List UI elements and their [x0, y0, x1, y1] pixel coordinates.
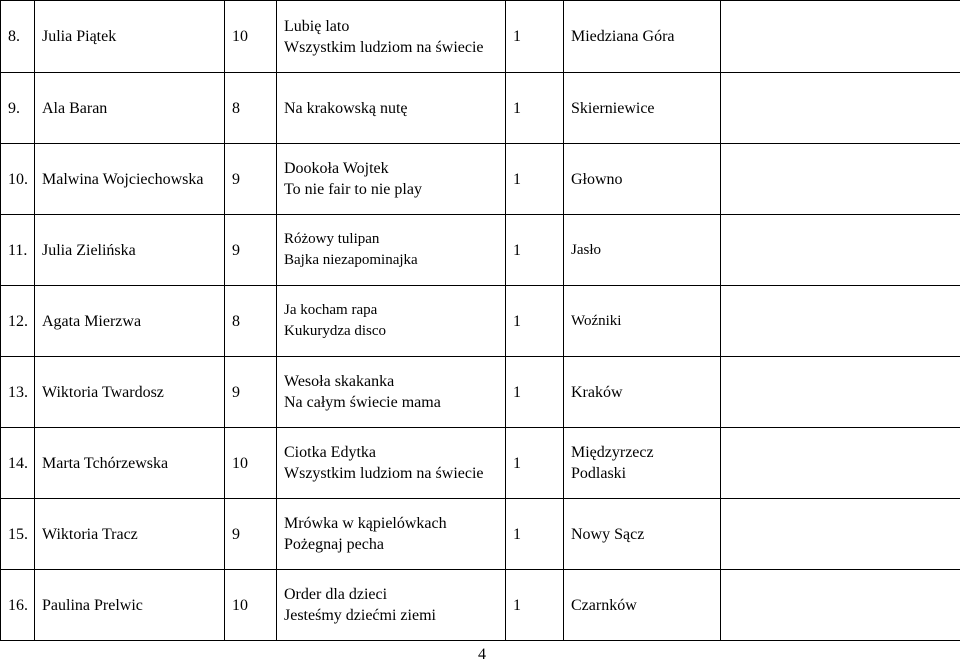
song-title: Ciotka Edytka [284, 444, 376, 461]
song-count: 1 [506, 144, 564, 215]
hometown-line: Podlaski [571, 465, 627, 482]
table-row [1, 144, 960, 215]
hometown [564, 570, 721, 641]
hometown [564, 286, 721, 357]
participant-name: Paulina Prelwic [35, 570, 225, 641]
participant-name: Wiktoria Twardosz [35, 357, 225, 428]
empty-cell [721, 1, 960, 73]
hometown-line: Czarnków [571, 596, 637, 614]
song-title: Order dla dzieci [284, 586, 388, 603]
song-title: Wszystkim ludziom na świecie [284, 38, 484, 56]
song-title: To nie fair to nie play [284, 181, 422, 198]
song-count: 1 [506, 73, 564, 144]
participant-name: Malwina Wojciechowska [35, 144, 225, 215]
song-title: Pożegnaj pecha [284, 536, 384, 553]
empty-cell [721, 570, 960, 641]
empty-cell [721, 144, 960, 215]
table-row [1, 428, 960, 499]
table-row [1, 499, 960, 570]
hometown [564, 1, 721, 73]
table-row [1, 357, 960, 428]
song-titles [277, 357, 506, 428]
hometown-line: Miedziana Góra [571, 28, 675, 45]
song-titles [277, 1, 506, 73]
song-count: 1 [506, 570, 564, 641]
song-title: Na krakowską nutę [284, 99, 408, 117]
song-title: Bajka niezapominajka [284, 252, 418, 268]
table-row [1, 215, 960, 286]
row-number: 14. [1, 428, 35, 499]
row-number: 16. [1, 570, 35, 641]
row-number: 9. [1, 73, 35, 144]
song-count: 1 [506, 499, 564, 570]
page-number: 4 [478, 646, 486, 663]
participant-age: 8 [225, 73, 277, 144]
participant-name: Marta Tchórzewska [35, 428, 225, 499]
empty-cell [721, 499, 960, 570]
empty-cell [721, 73, 960, 144]
song-title: Na całym świecie mama [284, 394, 441, 411]
song-title: Wesoła skakanka [284, 373, 395, 390]
hometown-line: Kraków [571, 383, 623, 401]
participant-age: 9 [225, 215, 277, 286]
song-count: 1 [506, 357, 564, 428]
empty-cell [721, 286, 960, 357]
participant-age: 10 [225, 428, 277, 499]
song-titles [277, 570, 506, 641]
song-title: Różowy tulipan [284, 231, 380, 247]
participant-age: 10 [225, 570, 277, 641]
song-title: Dookoła Wojtek [284, 160, 389, 177]
participant-age: 9 [225, 144, 277, 215]
hometown-line: Skierniewice [571, 99, 655, 117]
hometown [564, 499, 721, 570]
table-row [1, 73, 960, 144]
song-count: 1 [506, 1, 564, 73]
row-number: 10. [1, 144, 35, 215]
participant-name: Agata Mierzwa [35, 286, 225, 357]
row-number: 12. [1, 286, 35, 357]
hometown-line: Woźniki [571, 312, 622, 329]
table-row [1, 570, 960, 641]
empty-cell [721, 215, 960, 286]
hometown [564, 144, 721, 215]
song-title: Ja kocham rapa [284, 302, 378, 318]
row-number: 13. [1, 357, 35, 428]
participant-age: 8 [225, 286, 277, 357]
participant-name: Julia Zielińska [35, 215, 225, 286]
participant-name: Julia Piątek [35, 1, 225, 73]
song-title: Kukurydza disco [284, 323, 387, 339]
song-count: 1 [506, 286, 564, 357]
hometown-line: Międzyrzecz [571, 444, 654, 461]
table-row [1, 286, 960, 357]
participant-age: 10 [225, 1, 277, 73]
hometown [564, 357, 721, 428]
song-count: 1 [506, 428, 564, 499]
song-titles [277, 215, 506, 286]
hometown-line: Nowy Sącz [571, 525, 645, 543]
song-titles [277, 144, 506, 215]
row-number: 15. [1, 499, 35, 570]
participant-name: Wiktoria Tracz [35, 499, 225, 570]
empty-cell [721, 357, 960, 428]
song-titles [277, 428, 506, 499]
hometown-line: Głowno [571, 170, 623, 188]
participant-name: Ala Baran [35, 73, 225, 144]
hometown [564, 428, 721, 499]
row-number: 11. [1, 215, 35, 286]
table-row [1, 1, 960, 73]
song-title: Mrówka w kąpielówkach [284, 515, 447, 532]
hometown [564, 73, 721, 144]
row-number: 8. [1, 1, 35, 73]
song-title: Wszystkim ludziom na świecie [284, 465, 484, 482]
table-body [1, 1, 960, 641]
song-title: Lubię lato [284, 17, 350, 35]
participant-age: 9 [225, 499, 277, 570]
song-title: Jesteśmy dziećmi ziemi [284, 607, 436, 624]
song-titles [277, 73, 506, 144]
hometown-line: Jasło [571, 241, 601, 258]
empty-cell [721, 428, 960, 499]
song-titles [277, 286, 506, 357]
participant-age: 9 [225, 357, 277, 428]
song-count: 1 [506, 215, 564, 286]
hometown [564, 215, 721, 286]
song-titles [277, 499, 506, 570]
